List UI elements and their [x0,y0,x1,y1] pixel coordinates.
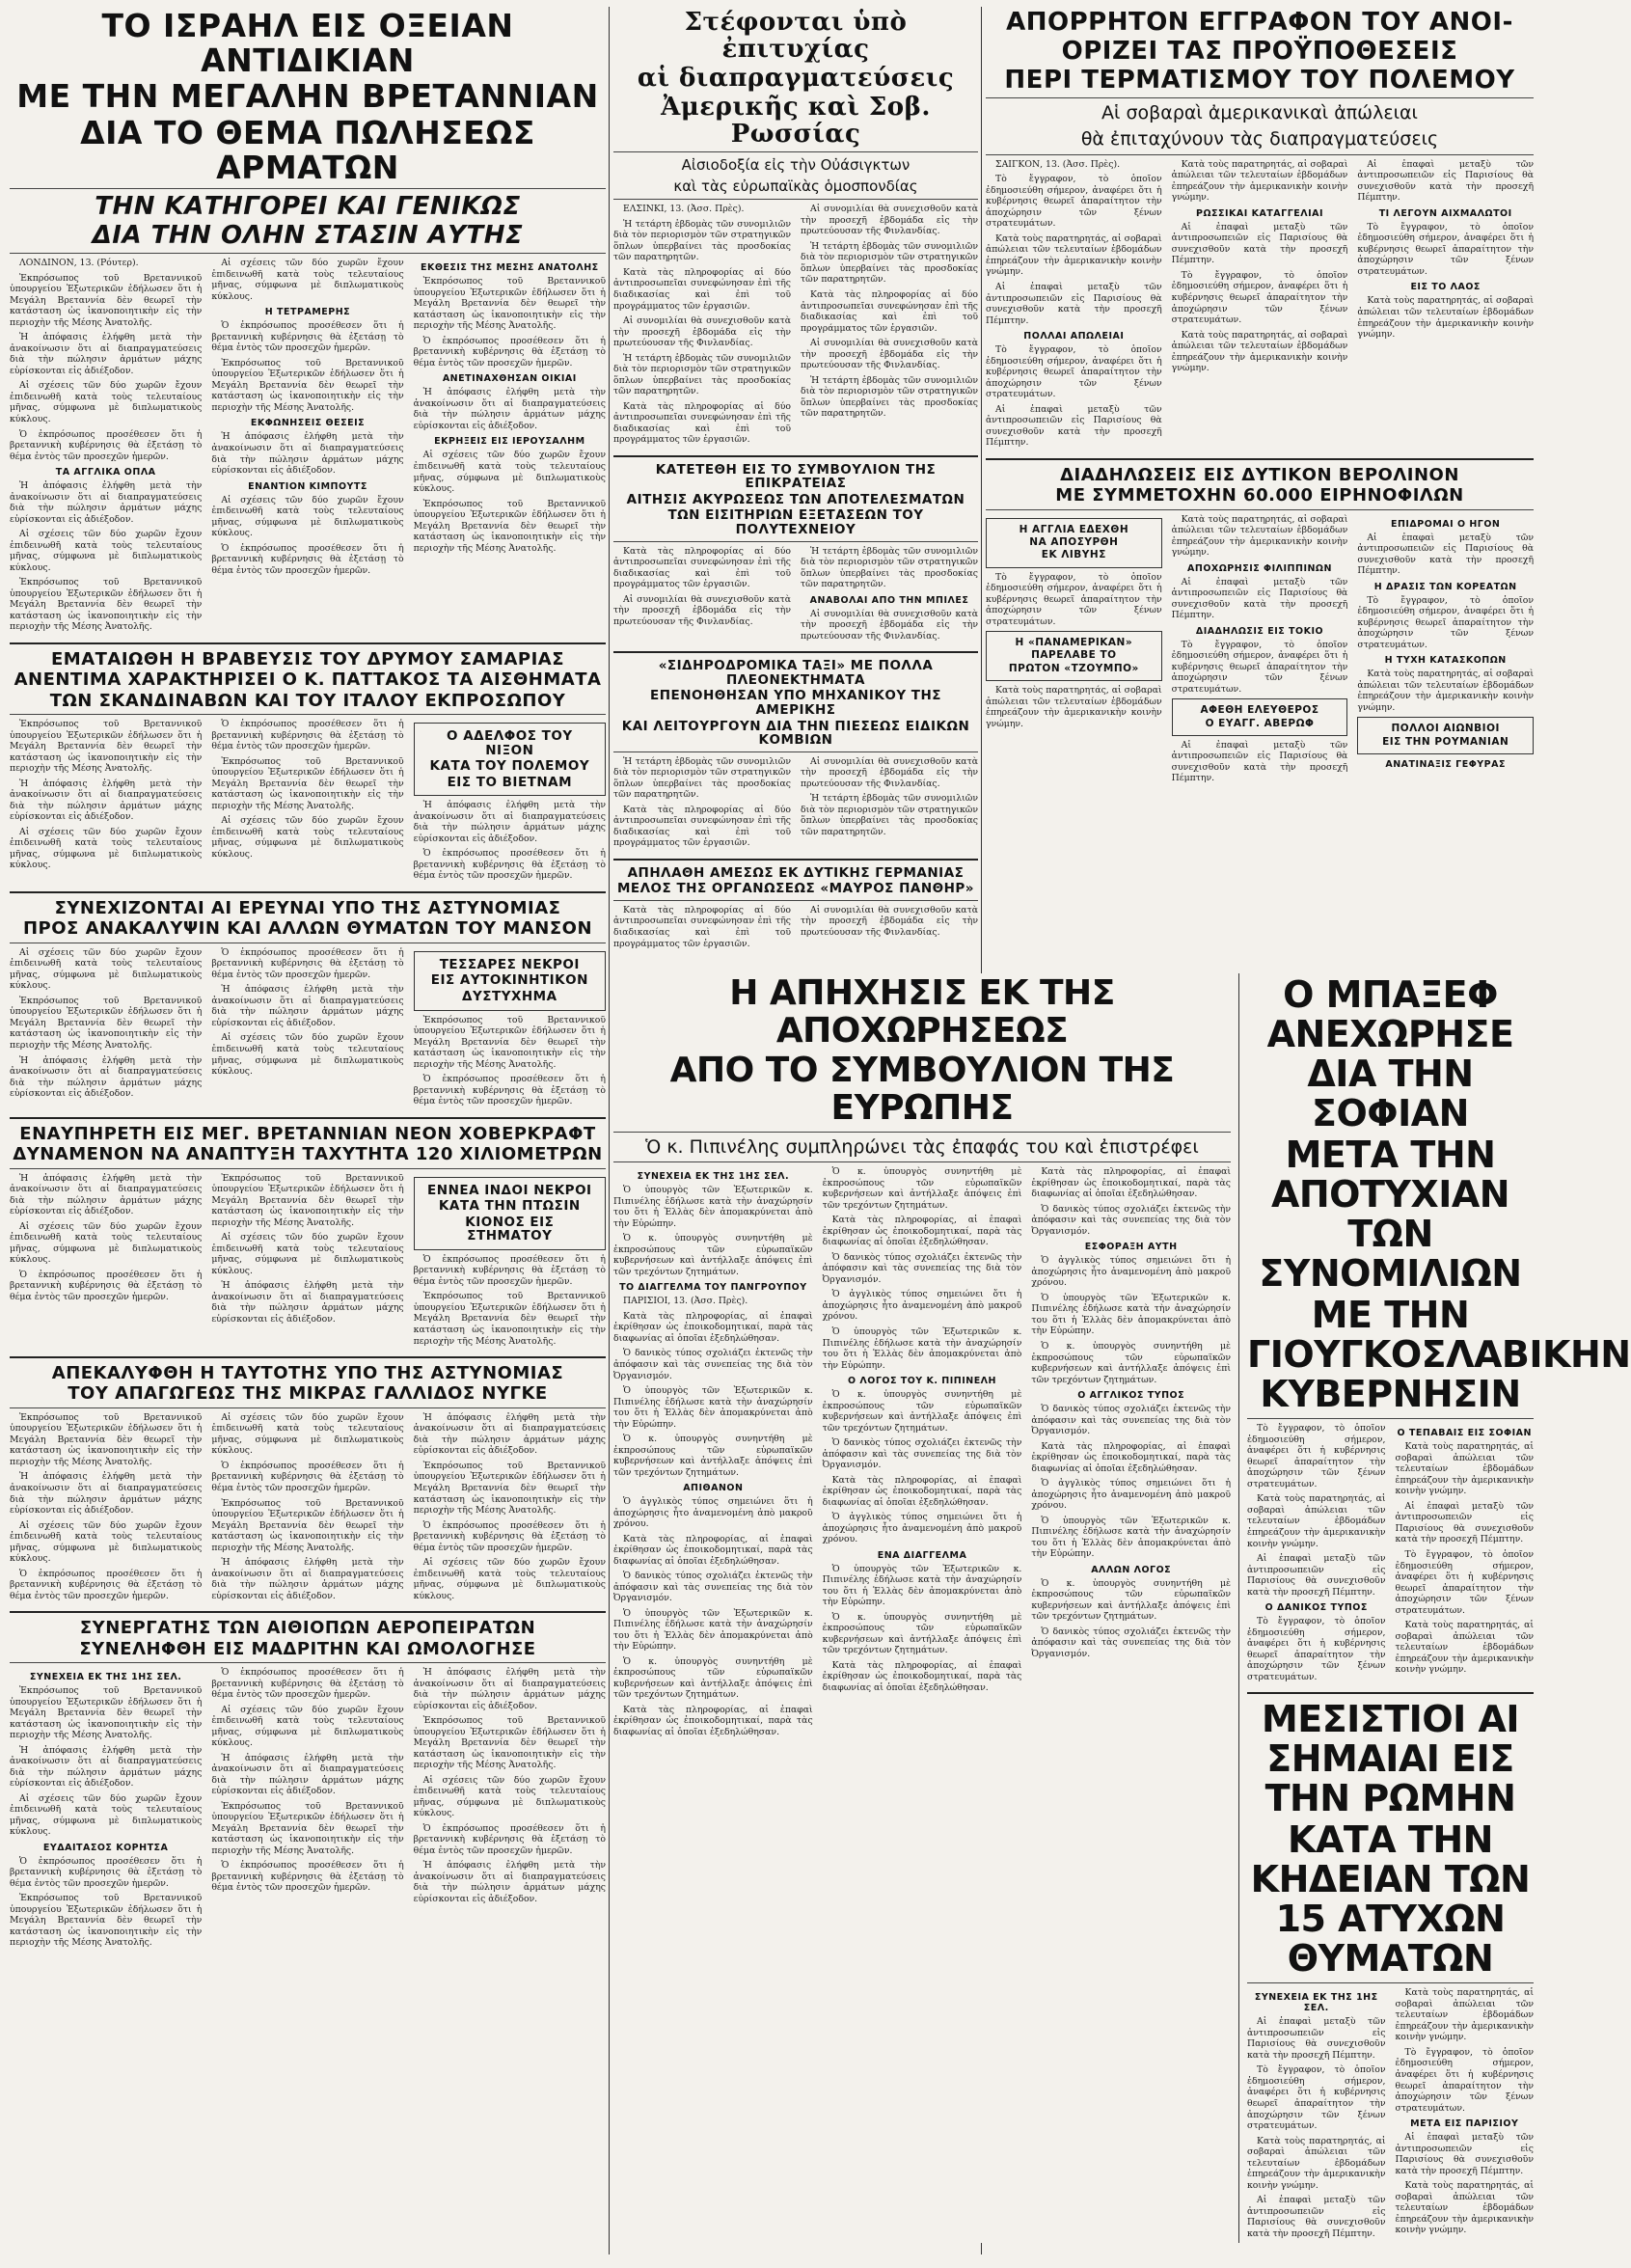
headline-line: ΜΕ ΤΗΝ ΜΕΓΑΛΗΝ ΒΡΕΤΑΝΝΙΑΝ [16,77,599,116]
paragraph: Κατὰ τὰς πληροφορίας αἱ δύο ἀντιπροσωπεῖαι συνεφώνησαν ἐπὶ τῆς διαδικασίας καὶ ἐπὶ τοῦ προγράμματος τῶν ἐργασιῶν. [613,400,791,446]
paragraph: Ἐκπρόσωπος τοῦ Βρεταννικοῦ ὑπουργείου Ἐξωτερικῶν ἐδήλωσεν ὅτι ἡ Μεγάλη Βρεταννία δὲν θεωρεῖ τὴν κατάσταση ὡς ἱκανοποιητικὴν εἰς τὴν περιοχὴν τῆς Μέσης Ἀνατολῆς. [211,357,404,413]
paragraph: Ὁ ὑπουργὸς τῶν Ἐξωτερικῶν κ. Πιπινέλης ἐδήλωσε κατὰ τὴν ἀναχώρησίν του ὅτι ἡ Ἑλλὰς δὲν ἀπομακρύνεται ἀπὸ τὴν Εὐρώπην. [613,1185,813,1229]
boxed-headline [1357,717,1534,754]
paragraph: Ὁ ἐκπρόσωπος προσέθεσεν ὅτι ἡ βρεταννικὴ κυβέρνησις θὰ ἐξετάσῃ τὸ θέμα ἐντὸς τῶν προσεχῶν ἡμερῶν. [211,1460,404,1493]
paragraph: Ὁ ἐκπρόσωπος προσέθεσεν ὅτι ἡ βρεταννικὴ κυβέρνησις θὰ ἐξετάσῃ τὸ θέμα ἐντὸς τῶν προσεχῶν ἡμερῶν. [211,1860,404,1894]
paragraph: Ἐκπρόσωπος τοῦ Βρεταννικοῦ ὑπουργείου Ἐξωτερικῶν ἐδήλωσεν ὅτι ἡ Μεγάλη Βρεταννία δὲν θεωρεῖ τὴν κατάσταση ὡς ἱκανοποιητικὴν εἰς τὴν περιοχὴν τῆς Μέσης Ἀνατολῆς. [413,1715,606,1771]
subheadline: Ὁ κ. Πιπινέλης συμπληρώνει τὰς ἐπαφάς του καὶ ἐπιστρέφει [645,1135,1199,1158]
headline-manson: ΠΡΟΣ ΑΝΑΚΑΛΥΨΙΝ ΚΑΙ ΑΛΛΩΝ ΘΥΜΑΤΩΝ ΤΟΥ ΜΑΝΣΟΝ [22,918,593,940]
paragraph: Ὁ ὑπουργὸς τῶν Ἐξωτερικῶν κ. Πιπινέλης ἐδήλωσε κατὰ τὴν ἀναχώρησίν του ὅτι ἡ Ἑλλὰς δὲν ἀπομακρύνεται ἀπὸ τὴν Εὐρώπην. [822,1326,1022,1371]
headline-line: ΕΝΝΕΑ ΙΝΔΟΙ ΝΕΚΡΟΙ [427,1182,592,1198]
paragraph: Ἐκπρόσωπος τοῦ Βρεταννικοῦ ὑπουργείου Ἐξωτερικῶν ἐδήλωσεν ὅτι ἡ Μεγάλη Βρεταννία δὲν θεωρεῖ τὴν κατάσταση ὡς ἱκανοποιητικὴν εἰς τὴν περιοχὴν τῆς Μέσης Ἀνατολῆς. [413,1014,606,1070]
paragraph: Αἱ συνομιλίαι θὰ συνεχισθοῦν κατὰ τὴν προσεχῆ ἑβδομάδα εἰς τὴν πρωτεύουσαν τῆς Φινλανδίας. [801,338,978,371]
paragraph: Ἡ ἀπόφασις ἐλήφθη μετὰ τὴν ἀνακοίνωσιν ὅτι αἱ διαπραγματεύσεις διὰ τὴν πώλησιν ἀρμάτων μάχης εὑρίσκονται εἰς ἀδιέξοδον. [211,1280,404,1325]
paragraph: Ἡ ἀπόφασις ἐλήφθη μετὰ τὴν ἀνακοίνωσιν ὅτι αἱ διαπραγματεύσεις διὰ τὴν πώλησιν ἀρμάτων μάχης εὑρίσκονται εἰς ἀδιέξοδον. [10,480,203,525]
headline-nyge: ΤΟΥ ΑΠΑΓΩΓΕΩΣ ΤΗΣ ΜΙΚΡΑΣ ΓΑΛΛΙΔΟΣ ΝΥΓΚΕ [68,1383,548,1405]
article-usa-ussr [613,204,978,449]
paragraph: Ὁ ὑπουργὸς τῶν Ἐξωτερικῶν κ. Πιπινέλης ἐδήλωσε κατὰ τὴν ἀναχώρησίν του ὅτι ἡ Ἑλλὰς δὲν ἀπομακρύνεται ἀπὸ τὴν Εὐρώπην. [1031,1515,1232,1560]
paragraph: Ὁ ἐκπρόσωπος προσέθεσεν ὅτι ἡ βρεταννικὴ κυβέρνησις θὰ ἐξετάσῃ τὸ θέμα ἐντὸς τῶν προσεχῶν ἡμερῶν. [10,1269,203,1302]
paragraph: Κατὰ τὰς πληροφορίας αἱ δύο ἀντιπροσωπεῖαι συνεφώνησαν ἐπὶ τῆς διαδικασίας καὶ ἐπὶ τοῦ προγράμματος τῶν ἐργασιῶν. [613,266,791,312]
headline-polytechnic: ΚΑΤΕΤΕΘΗ ΕΙΣ ΤΟ ΣΥΜΒΟΥΛΙΟΝ ΤΗΣ ΕΠΙΚΡΑΤΕΙΑΣ [655,461,937,492]
article-council-of-europe [613,1166,1231,1741]
paragraph: Αἱ ἐπαφαὶ μεταξὺ τῶν ἀντιπροσωπειῶν εἰς Παρισίους θὰ συνεχισθοῦν κατὰ τὴν προσεχῆ Πέμπτην. [1395,1500,1534,1545]
continuation-kicker: ΣΥΝΕΧΕΙΑ ΕΚ ΤΗΣ 1ΗΣ ΣΕΛ. [29,1672,182,1683]
paragraph: Αἱ σχέσεις τῶν δύο χωρῶν ἔχουν ἐπιδεινωθῆ κατὰ τοὺς τελευταίους μῆνας, σύμφωνα μὲ διπλωματικοὺς κύκλους. [10,826,203,871]
paragraph: Ἡ ἀπόφασις ἐλήφθη μετὰ τὴν ἀνακοίνωσιν ὅτι αἱ διαπραγματεύσεις διὰ τὴν πώλησιν ἀρμάτων μάχης εὑρίσκονται εἰς ἀδιέξοδον. [211,984,404,1028]
paragraph: Τὸ ἔγγραφον, τὸ ὁποῖον ἐδημοσιεύθη σήμερον, ἀναφέρει ὅτι ἡ κυβέρνησις θεωρεῖ ἀπαραίτητον τὴν ἀποχώρησιν τῶν ξένων στρατευμάτων. [986,344,1162,400]
paragraph: Ἐκπρόσωπος τοῦ Βρεταννικοῦ ὑπουργείου Ἐξωτερικῶν ἐδήλωσεν ὅτι ἡ Μεγάλη Βρεταννία δὲν θεωρεῖ τὴν κατάσταση ὡς ἱκανοποιητικὴν εἰς τὴν περιοχὴν τῆς Μέσης Ἀνατολῆς. [211,1800,404,1856]
paragraph: Ὁ κ. ὑπουργὸς συνηντήθη μὲ ἐκπροσώπους τῶν εὐρωπαϊκῶν κυβερνήσεων καὶ ἀντήλλαξε ἀπόψεις ἐπὶ τῶν τρεχόντων ζητημάτων. [822,1166,1022,1211]
continuation-kicker: ΣΥΝΕΧΕΙΑ ΕΚ ΤΗΣ 1ΗΣ ΣΕΛ. [637,1171,790,1183]
paragraph: Ἐκπρόσωπος τοῦ Βρεταννικοῦ ὑπουργείου Ἐξωτερικῶν ἐδήλωσεν ὅτι ἡ Μεγάλη Βρεταννία δὲν θεωρεῖ τὴν κατάσταση ὡς ἱκανοποιητικὴν εἰς τὴν περιοχὴν τῆς Μέσης Ἀνατολῆς. [413,1460,606,1517]
paragraph: Ὁ κ. ὑπουργὸς συνηντήθη μὲ ἐκπροσώπους τῶν εὐρωπαϊκῶν κυβερνήσεων καὶ ἀντήλλαξε ἀπόψεις ἐπὶ τῶν τρεχόντων ζητημάτων. [613,1233,813,1277]
continuation-kicker: ΣΥΝΕΧΕΙΑ ΕΚ ΤΗΣ 1ΗΣ ΣΕΛ. [1254,1992,1378,2014]
headline-israel [10,9,606,184]
paragraph: Ἡ ἀπόφασις ἐλήφθη μετὰ τὴν ἀνακοίνωσιν ὅτι αἱ διαπραγματεύσεις διὰ τὴν πώλησιν ἀρμάτων μάχης εὑρίσκονται εἰς ἀδιέξοδον. [211,1752,404,1797]
headline-baxef: ΜΕ ΤΗΝ ΓΙΟΥΓΚΟΣΛΑΒΙΚΗΝ ΚΥΒΕΡΝΗΣΙΝ [1247,1294,1631,1416]
paragraph: Τὸ ἔγγραφον, τὸ ὁποῖον ἐδημοσιεύθη σήμερον, ἀναφέρει ὅτι ἡ κυβέρνησις θεωρεῖ ἀπαραίτητον τὴν ἀποχώρησιν τῶν ξένων στρατευμάτων. [1171,269,1348,326]
paragraph: Αἱ ἐπαφαὶ μεταξὺ τῶν ἀντιπροσωπειῶν εἰς Παρισίους θὰ συνεχισθοῦν κατὰ τὴν προσεχῆ Πέμπτην. [1171,739,1348,784]
paragraph: Ἐκπρόσωπος τοῦ Βρεταννικοῦ ὑπουργείου Ἐξωτερικῶν ἐδήλωσεν ὅτι ἡ Μεγάλη Βρεταννία δὲν θεωρεῖ τὴν κατάσταση ὡς ἱκανοποιητικὴν εἰς τὴν περιοχὴν τῆς Μέσης Ἀνατολῆς. [211,1172,404,1228]
paragraph: Ὁ δανικὸς τύπος σχολιάζει ἐκτενῶς τὴν ἀπόφασιν καὶ τὰς συνεπείας της διὰ τὸν Ὀργανισμόν. [822,1437,1022,1471]
headline-council-of-europe: Η ΑΠΗΧΗΣΙΣ ΕΚ ΤΗΣ ΑΠΟΧΩΡΗΣΕΩΣ [729,973,1115,1051]
headline-line: ΔΥΣΤΥΧΗΜΑ [462,989,557,1005]
paragraph: Τὸ ἔγγραφον, τὸ ὁποῖον ἐδημοσιεύθη σήμερον, ἀναφέρει ὅτι ἡ κυβέρνησις θεωρεῖ ἀπαραίτητον τὴν ἀποχώρησιν τῶν ξένων στρατευμάτων. [1247,2064,1386,2132]
paragraph: Αἱ ἐπαφαὶ μεταξὺ τῶν ἀντιπροσωπειῶν εἰς Παρισίους θὰ συνεχισθοῦν κατὰ τὴν προσεχῆ Πέμπτην. [1171,576,1348,621]
paragraph: Ὁ ἐκπρόσωπος προσέθεσεν ὅτι ἡ βρεταννικὴ κυβέρνησις θὰ ἐξετάσῃ τὸ θέμα ἐντὸς τῶν προσεχῶν ἡμερῶν. [413,1253,606,1287]
paragraph: Ὁ ὑπουργὸς τῶν Ἐξωτερικῶν κ. Πιπινέλης ἐδήλωσε κατὰ τὴν ἀναχώρησίν του ὅτι ἡ Ἑλλὰς δὲν ἀπομακρύνεται ἀπὸ τὴν Εὐρώπην. [613,1385,813,1430]
boxed-headline [986,631,1162,681]
article-rome-flags [1247,1987,1534,2243]
paragraph: Ὁ κ. ὑπουργὸς συνηντήθη μὲ ἐκπροσώπους τῶν εὐρωπαϊκῶν κυβερνήσεων καὶ ἀντήλλαξε ἀπόψεις ἐπὶ τῶν τρεχόντων ζητημάτων. [1031,1577,1232,1623]
paragraph: Ὁ ὑπουργὸς τῶν Ἐξωτερικῶν κ. Πιπινέλης ἐδήλωσε κατὰ τὴν ἀναχώρησίν του ὅτι ἡ Ἑλλὰς δὲν ἀπομακρύνεται ἀπὸ τὴν Εὐρώπην. [822,1563,1022,1608]
section-kicker: ΕΙΣ ΤΟ ΛΑΟΣ [1410,282,1481,293]
column-right [986,7,1534,962]
paragraph: Κατὰ τὰς πληροφορίας αἱ δύο ἀντιπροσωπεῖαι συνεφώνησαν ἐπὶ τῆς διαδικασίας καὶ ἐπὶ τοῦ προγράμματος τῶν ἐργασιῶν. [613,804,791,849]
paragraph: Ἐκπρόσωπος τοῦ Βρεταννικοῦ ὑπουργείου Ἐξωτερικῶν ἐδήλωσεν ὅτι ἡ Μεγάλη Βρεταννία δὲν θεωρεῖ τὴν κατάσταση ὡς ἱκανοποιητικὴν εἰς τὴν περιοχὴν τῆς Μέσης Ἀνατολῆς. [10,1411,203,1467]
paragraph: Αἱ ἐπαφαὶ μεταξὺ τῶν ἀντιπροσωπειῶν εἰς Παρισίους θὰ συνεχισθοῦν κατὰ τὴν προσεχῆ Πέμπτην. [1395,2132,1534,2176]
paragraph: Κατὰ τὰς πληροφορίας, αἱ ἐπαφαὶ ἐκρίθησαν ὡς ἐποικοδομητικαί, παρὰ τὰς διαφωνίας αἱ ὁποῖαι ἐξεδηλώθησαν. [822,1474,1022,1508]
subheadline: θὰ ἐπιταχύνουν τὰς διαπραγματεύσεις [1080,128,1439,150]
headline-rail-taxi: ΕΠΕΝΟΗΘΗΣΑΝ ΥΠΟ ΜΗΧΑΝΙΚΟΥ ΤΗΣ ΑΜΕΡΙΚΗΣ [649,688,942,718]
paragraph: Αἱ σχέσεις τῶν δύο χωρῶν ἔχουν ἐπιδεινωθῆ κατὰ τοὺς τελευταίους μῆνας, σύμφωνα μὲ διπλωματικοὺς κύκλους. [10,529,203,573]
headline-secret-document: ΟΡΙΖΕΙ ΤΑΣ ΠΡΟΫΠΟΘΕΣΕΙΣ [1061,37,1458,67]
section-kicker: Ο ΤΕΠΑΒΑΙΣ ΕΙΣ ΣΟΦΙΑΝ [1397,1428,1532,1439]
boxed-headline [414,723,606,796]
paragraph: Κατὰ τοὺς παρατηρητάς, αἱ σοβαραὶ ἀπώλειαι τῶν τελευταίων ἑβδομάδων ἐπηρεάζουν τὴν ἀμερικανικὴν κοινὴν γνώμην. [1357,295,1535,341]
paragraph: Τὸ ἔγγραφον, τὸ ὁποῖον ἐδημοσιεύθη σήμερον, ἀναφέρει ὅτι ἡ κυβέρνησις θεωρεῖ ἀπαραίτητον τὴν ἀποχώρησιν τῶν ξένων στρατευμάτων. [986,571,1162,627]
paragraph: Αἱ σχέσεις τῶν δύο χωρῶν ἔχουν ἐπιδεινωθῆ κατὰ τοὺς τελευταίους μῆνας, σύμφωνα μὲ διπλωματικοὺς κύκλους. [211,815,404,860]
paragraph: Ἐκπρόσωπος τοῦ Βρεταννικοῦ ὑπουργείου Ἐξωτερικῶν ἐδήλωσεν ὅτι ἡ Μεγάλη Βρεταννία δὲν θεωρεῖ τὴν κατάσταση ὡς ἱκανοποιητικὴν εἰς τὴν περιοχὴν τῆς Μέσης Ἀνατολῆς. [10,1685,203,1741]
paragraph: Τὸ ἔγγραφον, τὸ ὁποῖον ἐδημοσιεύθη σήμερον, ἀναφέρει ὅτι ἡ κυβέρνησις θεωρεῖ ἀπαραίτητον τὴν ἀποχώρησιν τῶν ξένων στρατευμάτων. [1247,1616,1386,1682]
headline-line: ΚΙΟΝΟΣ ΕΙΣ ΣΤΗΜΑΤΟΥ [465,1214,555,1244]
headline-line: ΕΚ ΛΙΒΥΗΣ [1041,549,1106,561]
column-rule [609,7,610,2254]
headline-hovercraft: ΕΝΑΥΠΗΡΕΤΗ ΕΙΣ ΜΕΓ. ΒΡΕΤΑΝΝΙΑΝ ΝΕΟΝ ΧΟΒΕΡΚΡΑΦΤ [19,1123,596,1144]
headline-nyge: ΑΠΕΚΑΛΥΦΘΗ Η ΤΑΥΤΟΤΗΣ ΥΠΟ ΤΗΣ ΑΣΤΥΝΟΜΙΑΣ [51,1363,564,1384]
paragraph: Ὁ κ. ὑπουργὸς συνηντήθη μὲ ἐκπροσώπους τῶν εὐρωπαϊκῶν κυβερνήσεων καὶ ἀντήλλαξε ἀπόψεις ἐπὶ τῶν τρεχόντων ζητημάτων. [613,1434,813,1478]
paragraph: Αἱ ἐπαφαὶ μεταξὺ τῶν ἀντιπροσωπειῶν εἰς Παρισίους θὰ συνεχισθοῦν κατὰ τὴν προσεχῆ Πέμπτην. [1357,158,1535,204]
paragraph: Ἡ ἀπόφασις ἐλήφθη μετὰ τὴν ἀνακοίνωσιν ὅτι αἱ διαπραγματεύσεις διὰ τὴν πώλησιν ἀρμάτων μάχης εὑρίσκονται εἰς ἀδιέξοδον. [211,1557,404,1601]
subheadline: Αἰσιοδοξία εἰς τὴν Οὐάσιγκτων [681,156,911,175]
paragraph: Αἱ ἐπαφαὶ μεταξὺ τῶν ἀντιπροσωπειῶν εἰς Παρισίους θὰ συνεχισθοῦν κατὰ τὴν προσεχῆ Πέμπτην. [1357,532,1535,577]
paragraph: Κατὰ τοὺς παρατηρητάς, αἱ σοβαραὶ ἀπώλειαι τῶν τελευταίων ἑβδομάδων ἐπηρεάζουν τὴν ἀμερικανικὴν κοινὴν γνώμην. [1395,1987,1534,2043]
subheadline: Αἱ σοβαραὶ ἀμερικανικαὶ ἀπώλειαι [1101,102,1418,124]
headline-usa-ussr: Στέφονται ὑπὸ ἐπιτυχίας [684,8,908,65]
paragraph: Ἐκπρόσωπος τοῦ Βρεταννικοῦ ὑπουργείου Ἐξωτερικῶν ἐδήλωσεν ὅτι ἡ Μεγάλη Βρεταννία δὲν θεωρεῖ τὴν κατάσταση ὡς ἱκανοποιητικὴν εἰς τὴν περιοχὴν τῆς Μέσης Ἀνατολῆς. [413,1291,606,1347]
headline-line: ΝΑ ΑΠΟΣΥΡΘΗ [1029,535,1119,548]
paragraph: Ἡ ἀπόφασις ἐλήφθη μετὰ τὴν ἀνακοίνωσιν ὅτι αἱ διαπραγματεύσεις διὰ τὴν πώλησιν ἀρμάτων μάχης εὑρίσκονται εἰς ἀδιέξοδον. [211,431,404,477]
paragraph: Ὁ δανικὸς τύπος σχολιάζει ἐκτενῶς τὴν ἀπόφασιν καὶ τὰς συνεπείας της διὰ τὸν Ὀργανισμόν. [1031,1404,1232,1437]
paragraph: Κατὰ τοὺς παρατηρητάς, αἱ σοβαραὶ ἀπώλειαι τῶν τελευταίων ἑβδομάδων ἐπηρεάζουν τὴν ἀμερικανικὴν κοινὴν γνώμην. [986,232,1162,278]
article-baxef [1247,1423,1534,1686]
paragraph: Ἡ τετάρτη ἑβδομὰς τῶν συνομιλιῶν διὰ τὸν περιορισμὸν τῶν στρατηγικῶν ὅπλων ὑπερβαίνει τὰς προσδοκίας τῶν παρατηρητῶν. [801,545,978,590]
paragraph: Ὁ κ. ὑπουργὸς συνηντήθη μὲ ἐκπροσώπους τῶν εὐρωπαϊκῶν κυβερνήσεων καὶ ἀντήλλαξε ἀπόψεις ἐπὶ τῶν τρεχόντων ζητημάτων. [822,1611,1022,1656]
dateline: ΣΑΙΓΚΟΝ, 13. (Ἀσσ. Πρὲς). [995,158,1121,170]
headline-samaria: ΑΝΕΝΤΙΜΑ ΧΑΡΑΚΤΗΡΙΣΕΙ Ο Κ. ΠΑΤΤΑΚΟΣ ΤΑ ΑΙΣΘΗΜΑΤΑ [14,669,602,691]
paragraph: Ὁ κ. ὑπουργὸς συνηντήθη μὲ ἐκπροσώπους τῶν εὐρωπαϊκῶν κυβερνήσεων καὶ ἀντήλλαξε ἀπόψεις ἐπὶ τῶν τρεχόντων ζητημάτων. [613,1655,813,1701]
section-kicker: ΜΕΤΑ ΕΙΣ ΠΑΡΙΣΙΟΥ [1410,2118,1519,2130]
dateline: ΛΟΝΔΙΝΟΝ, 13. (Ρόυτερ). [19,258,139,269]
paragraph: Ὁ ἐκπρόσωπος προσέθεσεν ὅτι ἡ βρεταννικὴ κυβέρνησις θὰ ἐξετάσῃ τὸ θέμα ἐντὸς τῶν προσεχῶν ἡμερῶν. [211,1667,404,1701]
section-kicker: ΑΛΛΩΝ ΛΟΓΟΣ [1091,1564,1172,1575]
paragraph: Ὁ ἐκπρόσωπος προσέθεσεν ὅτι ἡ βρεταννικὴ κυβέρνησις θὰ ἐξετάσῃ τὸ θέμα ἐντὸς τῶν προσεχῶν ἡμερῶν. [211,719,404,752]
paragraph: Κατὰ τὰς πληροφορίας, αἱ ἐπαφαὶ ἐκρίθησαν ὡς ἐποικοδομητικαί, παρὰ τὰς διαφωνίας αἱ ὁποῖαι ἐξεδηλώθησαν. [613,1310,813,1344]
paragraph: Ἡ τετάρτη ἑβδομὰς τῶν συνομιλιῶν διὰ τὸν περιορισμὸν τῶν στρατηγικῶν ὅπλων ὑπερβαίνει τὰς προσδοκίας τῶν παρατηρητῶν. [613,352,791,397]
headline-berlin: ΜΕ ΣΥΜΜΕΤΟΧΗΝ 60.000 ΕΙΡΗΝΟΦΙΛΩΝ [1055,485,1464,506]
paragraph: Αἱ σχέσεις τῶν δύο χωρῶν ἔχουν ἐπιδεινωθῆ κατὰ τοὺς τελευταίους μῆνας, σύμφωνα μὲ διπλωματικοὺς κύκλους. [413,1774,606,1819]
paragraph: Ἡ ἀπόφασις ἐλήφθη μετὰ τὴν ἀνακοίνωσιν ὅτι αἱ διαπραγματεύσεις διὰ τὴν πώλησιν ἀρμάτων μάχης εὑρίσκονται εἰς ἀδιέξοδον. [413,800,606,844]
paragraph: Ἐκπρόσωπος τοῦ Βρεταννικοῦ ὑπουργείου Ἐξωτερικῶν ἐδήλωσεν ὅτι ἡ Μεγάλη Βρεταννία δὲν θεωρεῖ τὴν κατάσταση ὡς ἱκανοποιητικὴν εἰς τὴν περιοχὴν τῆς Μέσης Ἀνατολῆς. [10,272,203,328]
paragraph: Κατὰ τὰς πληροφορίας, αἱ ἐπαφαὶ ἐκρίθησαν ὡς ἐποικοδομητικαί, παρὰ τὰς διαφωνίας αἱ ὁποῖαι ἐξεδηλώθησαν. [822,1659,1022,1693]
section-kicker: Η ΤΥΧΗ ΚΑΤΑΣΚΟΠΩΝ [1384,655,1507,667]
section-kicker: ΑΝΑΒΟΛΑΙ ΑΠΟ ΤΗΝ ΜΠΙΛΕΣ [809,594,969,606]
section-kicker: Ο ΔΑΝΙΚΟΣ ΤΥΠΟΣ [1264,1602,1368,1614]
headline-line: ΕΙΣ ΤΗΝ ΡΟΥΜΑΝΙΑΝ [1382,735,1509,748]
article-samaria [10,719,606,886]
paragraph: Αἱ σχέσεις τῶν δύο χωρῶν ἔχουν ἐπιδεινωθῆ κατὰ τοὺς τελευταίους μῆνας, σύμφωνα μὲ διπλωματικοὺς κύκλους. [211,1411,404,1457]
paragraph: Ἡ τετάρτη ἑβδομὰς τῶν συνομιλιῶν διὰ τὸν περιορισμὸν τῶν στρατηγικῶν ὅπλων ὑπερβαίνει τὰς προσδοκίας τῶν παρατηρητῶν. [801,374,978,420]
paragraph: Ὁ ἐκπρόσωπος προσέθεσεν ὅτι ἡ βρεταννικὴ κυβέρνησις θὰ ἐξετάσῃ τὸ θέμα ἐντὸς τῶν προσεχῶν ἡμερῶν. [413,335,606,369]
paragraph: Ἡ ἀπόφασις ἐλήφθη μετὰ τὴν ἀνακοίνωσιν ὅτι αἱ διαπραγματεύσεις διὰ τὴν πώλησιν ἀρμάτων μάχης εὑρίσκονται εἰς ἀδιέξοδον. [10,778,203,823]
paragraph: Ἐκπρόσωπος τοῦ Βρεταννικοῦ ὑπουργείου Ἐξωτερικῶν ἐδήλωσεν ὅτι ἡ Μεγάλη Βρεταννία δὲν θεωρεῖ τὴν κατάσταση ὡς ἱκανοποιητικὴν εἰς τὴν περιοχὴν τῆς Μέσης Ἀνατολῆς. [413,498,606,554]
paragraph: Αἱ ἐπαφαὶ μεταξὺ τῶν ἀντιπροσωπειῶν εἰς Παρισίους θὰ συνεχισθοῦν κατὰ τὴν προσεχῆ Πέμπτην. [986,281,1162,326]
paragraph: Ἐκπρόσωπος τοῦ Βρεταννικοῦ ὑπουργείου Ἐξωτερικῶν ἐδήλωσεν ὅτι ἡ Μεγάλη Βρεταννία δὲν θεωρεῖ τὴν κατάσταση ὡς ἱκανοποιητικὴν εἰς τὴν περιοχὴν τῆς Μέσης Ἀνατολῆς. [211,1497,404,1553]
article-black-panther [613,905,978,953]
section-kicker: ΕΝΑΝΤΙΟΝ ΚΙΜΠΟΥΤΣ [248,480,367,492]
paragraph: Ἡ ἀπόφασις ἐλήφθη μετὰ τὴν ἀνακοίνωσιν ὅτι αἱ διαπραγματεύσεις διὰ τὴν πώλησιν ἀρμάτων μάχης εὑρίσκονται εἰς ἀδιέξοδον. [413,1860,606,1904]
headline-samaria: ΤΩΝ ΣΚΑΝΔΙΝΑΒΩΝ ΚΑΙ ΤΟΥ ΙΤΑΛΟΥ ΕΚΠΡΟΣΩΠΟΥ [49,690,566,711]
article-ethiopian [10,1667,606,1953]
headline-black-panther: ΑΠΗΛΑΘΗ ΑΜΕΣΩΣ ΕΚ ΔΥΤΙΚΗΣ ΓΕΡΜΑΝΙΑΣ [627,864,965,881]
headline-hovercraft: ΔΥΝΑΜΕΝΟΝ ΝΑ ΑΝΑΠΤΥΞΗ ΤΑΧΥΤΗΤΑ 120 ΧΙΛΙΟΜΕΤΡΩΝ [13,1144,603,1165]
paragraph: Ἐκπρόσωπος τοῦ Βρεταννικοῦ ὑπουργείου Ἐξωτερικῶν ἐδήλωσεν ὅτι ἡ Μεγάλη Βρεταννία δὲν θεωρεῖ τὴν κατάσταση ὡς ἱκανοποιητικὴν εἰς τὴν περιοχὴν τῆς Μέσης Ἀνατολῆς. [10,577,203,633]
paragraph: Αἱ σχέσεις τῶν δύο χωρῶν ἔχουν ἐπιδεινωθῆ κατὰ τοὺς τελευταίους μῆνας, σύμφωνα μὲ διπλωματικοὺς κύκλους. [413,1557,606,1601]
paragraph: Ὁ ἀγγλικὸς τύπος σημειώνει ὅτι ἡ ἀποχώρησις ἦτο ἀναμενομένη ἀπὸ μακροῦ χρόνου. [822,1512,1022,1545]
paragraph: Ἡ ἀπόφασις ἐλήφθη μετὰ τὴν ἀνακοίνωσιν ὅτι αἱ διαπραγματεύσεις διὰ τὴν πώλησιν ἀρμάτων μάχης εὑρίσκονται εἰς ἀδιέξοδον. [10,1054,203,1100]
headline-usa-ussr: αἱ διαπραγματεύσεις [637,64,955,94]
paragraph: Ἡ τετάρτη ἑβδομὰς τῶν συνομιλιῶν διὰ τὸν περιορισμὸν τῶν στρατηγικῶν ὅπλων ὑπερβαίνει τὰς προσδοκίας τῶν παρατηρητῶν. [613,218,791,263]
paragraph: Ὁ δανικὸς τύπος σχολιάζει ἐκτενῶς τὴν ἀπόφασιν καὶ τὰς συνεπείας της διὰ τὸν Ὀργανισμόν. [613,1348,813,1381]
paragraph: Ὁ δανικὸς τύπος σχολιάζει ἐκτενῶς τὴν ἀπόφασιν καὶ τὰς συνεπείας της διὰ τὸν Ὀργανισμόν. [1031,1203,1232,1237]
paragraph: Ἐκπρόσωπος τοῦ Βρεταννικοῦ ὑπουργείου Ἐξωτερικῶν ἐδήλωσεν ὅτι ἡ Μεγάλη Βρεταννία δὲν θεωρεῖ τὴν κατάσταση ὡς ἱκανοποιητικὴν εἰς τὴν περιοχὴν τῆς Μέσης Ἀνατολῆς. [211,755,404,811]
paragraph: Αἱ σχέσεις τῶν δύο χωρῶν ἔχουν ἐπιδεινωθῆ κατὰ τοὺς τελευταίους μῆνας, σύμφωνα μὲ διπλωματικοὺς κύκλους. [211,258,404,302]
paragraph: Ὁ ἐκπρόσωπος προσέθεσεν ὅτι ἡ βρεταννικὴ κυβέρνησις θὰ ἐξετάσῃ τὸ θέμα ἐντὸς τῶν προσεχῶν ἡμερῶν. [211,946,404,980]
paragraph: Κατὰ τὰς πληροφορίας, αἱ ἐπαφαὶ ἐκρίθησαν ὡς ἐποικοδομητικαί, παρὰ τὰς διαφωνίας αἱ ὁποῖαι ἐξεδηλώθησαν. [1031,1440,1232,1474]
section-kicker: ΡΩΣΣΙΚΑΙ ΚΑΤΑΓΓΕΛΙΑΙ [1195,207,1324,219]
paragraph: Κατὰ τοὺς παρατηρητάς, αἱ σοβαραὶ ἀπώλειαι τῶν τελευταίων ἑβδομάδων ἐπηρεάζουν τὴν ἀμερικανικὴν κοινὴν γνώμην. [1395,2180,1534,2236]
paragraph: Κατὰ τοὺς παρατηρητάς, αἱ σοβαραὶ ἀπώλειαι τῶν τελευταίων ἑβδομάδων ἐπηρεάζουν τὴν ἀμερικανικὴν κοινὴν γνώμην. [1247,1493,1386,1549]
headline-berlin: ΔΙΑΔΗΛΩΣΕΙΣ ΕΙΣ ΔΥΤΙΚΟΝ ΒΕΡΟΛΙΝΟΝ [1060,464,1459,485]
boxed-headline [1172,698,1348,736]
paragraph: Ὁ ἐκπρόσωπος προσέθεσεν ὅτι ἡ βρεταννικὴ κυβέρνησις θὰ ἐξετάσῃ τὸ θέμα ἐντὸς τῶν προσεχῶν ἡμερῶν. [413,1519,606,1553]
paragraph: Αἱ σχέσεις τῶν δύο χωρῶν ἔχουν ἐπιδεινωθῆ κατὰ τοὺς τελευταίους μῆνας, σύμφωνα μὲ διπλωματικοὺς κύκλους. [10,946,203,992]
paragraph: Αἱ σχέσεις τῶν δύο χωρῶν ἔχουν ἐπιδεινωθῆ κατὰ τοὺς τελευταίους μῆνας, σύμφωνα μὲ διπλωματικοὺς κύκλους. [10,1519,203,1565]
section-kicker: ΕΝΑ ΔΙΑΓΓΕΛΜΑ [877,1549,967,1561]
headline-black-panther: ΜΕΛΟΣ ΤΗΣ ΟΡΓΑΝΩΣΕΩΣ «ΜΑΥΡΟΣ ΠΑΝΘΗΡ» [616,881,975,897]
paragraph: Τὸ ἔγγραφον, τὸ ὁποῖον ἐδημοσιεύθη σήμερον, ἀναφέρει ὅτι ἡ κυβέρνησις θεωρεῖ ἀπαραίτητον τὴν ἀποχώρησιν τῶν ξένων στρατευμάτων. [1357,221,1535,277]
paragraph: Αἱ ἐπαφαὶ μεταξὺ τῶν ἀντιπροσωπειῶν εἰς Παρισίους θὰ συνεχισθοῦν κατὰ τὴν προσεχῆ Πέμπτην. [1247,2195,1386,2239]
paragraph: Ἡ ἀπόφασις ἐλήφθη μετὰ τὴν ἀνακοίνωσιν ὅτι αἱ διαπραγματεύσεις διὰ τὴν πώλησιν ἀρμάτων μάχης εὑρίσκονται εἰς ἀδιέξοδον. [10,1172,203,1217]
headline-rail-taxi: ΚΑΙ ΛΕΙΤΟΥΡΓΟΥΝ ΔΙΑ ΤΗΝ ΠΙΕΣΕΩΣ ΕΙΔΙΚΩΝ ΚΟΜΒΙΩΝ [621,718,970,749]
paragraph: Ὁ κ. ὑπουργὸς συνηντήθη μὲ ἐκπροσώπους τῶν εὐρωπαϊκῶν κυβερνήσεων καὶ ἀντήλλαξε ἀπόψεις ἐπὶ τῶν τρεχόντων ζητημάτων. [822,1389,1022,1434]
section-kicker: ΕΚΡΗΞΕΙΣ ΕΙΣ ΙΕΡΟΥΣΑΛΗΜ [434,436,585,448]
paragraph: Κατὰ τὰς πληροφορίας αἱ δύο ἀντιπροσωπεῖαι συνεφώνησαν ἐπὶ τῆς διαδικασίας καὶ ἐπὶ τοῦ προγράμματος τῶν ἐργασιῶν. [613,545,791,590]
headline-line: Ο ΕΥΑΓΓ. ΑΒΕΡΩΦ [1205,717,1315,729]
paragraph: Αἱ ἐπαφαὶ μεταξὺ τῶν ἀντιπροσωπειῶν εἰς Παρισίους θὰ συνεχισθοῦν κατὰ τὴν προσεχῆ Πέμπτην. [1171,221,1348,266]
paragraph: Αἱ σχέσεις τῶν δύο χωρῶν ἔχουν ἐπιδεινωθῆ κατὰ τοὺς τελευταίους μῆνας, σύμφωνα μὲ διπλωματικοὺς κύκλους. [211,494,404,539]
headline-ethiopian: ΣΥΝΕΡΓΑΤΗΣ ΤΩΝ ΑΙΘΙΟΠΩΝ ΑΕΡΟΠΕΙΡΑΤΩΝ [79,1618,536,1639]
paragraph: Ἡ ἀπόφασις ἐλήφθη μετὰ τὴν ἀνακοίνωσιν ὅτι αἱ διαπραγματεύσεις διὰ τὴν πώλησιν ἀρμάτων μάχης εὑρίσκονται εἰς ἀδιέξοδον. [413,1411,606,1457]
paragraph: Τὸ ἔγγραφον, τὸ ὁποῖον ἐδημοσιεύθη σήμερον, ἀναφέρει ὅτι ἡ κυβέρνησις θεωρεῖ ἀπαραίτητον τὴν ἀποχώρησιν τῶν ξένων στρατευμάτων. [1247,1423,1386,1489]
article-rail-taxi [613,756,978,853]
section-kicker: ΤΙ ΛΕΓΟΥΝ ΑΙΧΜΑΛΩΤΟΙ [1378,207,1512,219]
section-kicker: Η ΤΕΤΡΑΜΕΡΗΣ [264,307,351,318]
paragraph: Αἱ συνομιλίαι θὰ συνεχισθοῦν κατὰ τὴν προσεχῆ ἑβδομάδα εἰς τὴν πρωτεύουσαν τῆς Φινλανδίας. [801,204,978,237]
subheadline: καὶ τὰς εὐρωπαϊκὰς ὁμοσπονδίας [673,178,918,196]
section-kicker: ΕΥΔΑΙΤΑΣΟΣ ΚΟΡΗΤΣΑ [42,1842,169,1853]
section-kicker: ΑΝΕΤΙΝΑΧΘΗΣΑΝ ΟΙΚΙΑΙ [442,373,577,385]
paragraph: Αἱ συνομιλίαι θὰ συνεχισθοῦν κατὰ τὴν προσεχῆ ἑβδομάδα εἰς τὴν πρωτεύουσαν τῆς Φινλανδίας. [613,593,791,627]
column-center [613,7,978,953]
headline-secret-document: ΑΠΟΡΡΗΤΟΝ ΕΓΓΡΑΦΟΝ ΤΟΥ ΑΝΟΙ- [1006,8,1513,37]
bottom-section [613,973,1631,2243]
paragraph: Κατὰ τοὺς παρατηρητάς, αἱ σοβαραὶ ἀπώλειαι τῶν τελευταίων ἑβδομάδων ἐπηρεάζουν τὴν ἀμερικανικὴν κοινὴν γνώμην. [1395,1620,1534,1676]
paragraph: Ἡ ἀπόφασις ἐλήφθη μετὰ τὴν ἀνακοίνωσιν ὅτι αἱ διαπραγματεύσεις διὰ τὴν πώλησιν ἀρμάτων μάχης εὑρίσκονται εἰς ἀδιέξοδον. [10,1471,203,1517]
headline-ethiopian: ΣΥΝΕΛΗΦΘΗ ΕΙΣ ΜΑΔΡΙΤΗΝ ΚΑΙ ΩΜΟΛΟΓΗΣΕ [79,1638,536,1659]
paragraph: Κατὰ τὰς πληροφορίας, αἱ ἐπαφαὶ ἐκρίθησαν ὡς ἐποικοδομητικαί, παρὰ τὰς διαφωνίας αἱ ὁποῖαι ἐξεδηλώθησαν. [822,1215,1022,1248]
headline-line: ΠΑΡΕΛΑΒΕ ΤΟ [1031,649,1117,662]
paragraph: Αἱ σχέσεις τῶν δύο χωρῶν ἔχουν ἐπιδεινωθῆ κατὰ τοὺς τελευταίους μῆνας, σύμφωνα μὲ διπλωματικοὺς κύκλους. [10,1220,203,1266]
paragraph: Αἱ συνομιλίαι θὰ συνεχισθοῦν κατὰ τὴν προσεχῆ ἑβδομάδα εἰς τὴν πρωτεύουσαν τῆς Φινλανδίας. [801,904,978,938]
paragraph: Ὁ δανικὸς τύπος σχολιάζει ἐκτενῶς τὴν ἀπόφασιν καὶ τὰς συνεπείας της διὰ τὸν Ὀργανισμόν. [822,1251,1022,1285]
paragraph: Ἐκπρόσωπος τοῦ Βρεταννικοῦ ὑπουργείου Ἐξωτερικῶν ἐδήλωσεν ὅτι ἡ Μεγάλη Βρεταννία δὲν θεωρεῖ τὴν κατάσταση ὡς ἱκανοποιητικὴν εἰς τὴν περιοχὴν τῆς Μέσης Ἀνατολῆς. [413,276,606,332]
article-berlin [986,514,1534,788]
section-kicker: ΑΠΟΧΩΡΗΣΙΣ ΦΙΛΙΠΠΙΝΩΝ [1187,562,1332,574]
paragraph: Τὸ ἔγγραφον, τὸ ὁποῖον ἐδημοσιεύθη σήμερον, ἀναφέρει ὅτι ἡ κυβέρνησις θεωρεῖ ἀπαραίτητον τὴν ἀποχώρησιν τῶν ξένων στρατευμάτων. [1357,594,1535,650]
paragraph: Ὁ ἐκπρόσωπος προσέθεσεν ὅτι ἡ βρεταννικὴ κυβέρνησις θὰ ἐξετάσῃ τὸ θέμα ἐντὸς τῶν προσεχῶν ἡμερῶν. [413,1074,606,1107]
headline-manson: ΣΥΝΕΧΙΖΟΝΤΑΙ ΑΙ ΕΡΕΥΝΑΙ ΥΠΟ ΤΗΣ ΑΣΤΥΝΟΜΙΑΣ [54,897,561,918]
paragraph: Αἱ σχέσεις τῶν δύο χωρῶν ἔχουν ἐπιδεινωθῆ κατὰ τοὺς τελευταίους μῆνας, σύμφωνα μὲ διπλωματικοὺς κύκλους. [211,1232,404,1276]
paragraph: Αἱ ἐπαφαὶ μεταξὺ τῶν ἀντιπροσωπειῶν εἰς Παρισίους θὰ συνεχισθοῦν κατὰ τὴν προσεχῆ Πέμπτην. [1247,1553,1386,1598]
paragraph: Αἱ συνομιλίαι θὰ συνεχισθοῦν κατὰ τὴν προσεχῆ ἑβδομάδα εἰς τὴν πρωτεύουσαν τῆς Φινλανδίας. [801,755,978,789]
paragraph: Ὁ ἐκπρόσωπος προσέθεσεν ὅτι ἡ βρεταννικὴ κυβέρνησις θὰ ἐξετάσῃ τὸ θέμα ἐντὸς τῶν προσεχῶν ἡμερῶν. [10,1568,203,1601]
section-kicker: ΑΝΑΤΙΝΑΞΙΣ ΓΕΦΥΡΑΣ [1385,758,1506,770]
headline-line: ΑΦΕΘΗ ΕΛΕΥΘΕΡΟΣ [1200,704,1319,717]
paragraph: Κατὰ τοὺς παρατηρητάς, αἱ σοβαραὶ ἀπώλειαι τῶν τελευταίων ἑβδομάδων ἐπηρεάζουν τὴν ἀμερικανικὴν κοινὴν γνώμην. [1357,669,1535,713]
section-kicker: ΕΚΘΕΣΙΣ ΤΗΣ ΜΕΣΗΣ ΑΝΑΤΟΛΗΣ [420,262,599,274]
newspaper-page [10,7,1631,2254]
paragraph: Ἡ ἀπόφασις ἐλήφθη μετὰ τὴν ἀνακοίνωσιν ὅτι αἱ διαπραγματεύσεις διὰ τὴν πώλησιν ἀρμάτων μάχης εὑρίσκονται εἰς ἀδιέξοδον. [413,1667,606,1711]
headline-line: ΕΙΣ ΤΟ ΒΙΕΤΝΑΜ [447,774,573,790]
paragraph: Τὸ ἔγγραφον, τὸ ὁποῖον ἐδημοσιεύθη σήμερον, ἀναφέρει ὅτι ἡ κυβέρνησις θεωρεῖ ἀπαραίτητον τὴν ἀποχώρησιν τῶν ξένων στρατευμάτων. [1171,639,1348,695]
paragraph: Ἐκπρόσωπος τοῦ Βρεταννικοῦ ὑπουργείου Ἐξωτερικῶν ἐδήλωσεν ὅτι ἡ Μεγάλη Βρεταννία δὲν θεωρεῖ τὴν κατάσταση ὡς ἱκανοποιητικὴν εἰς τὴν περιοχὴν τῆς Μέσης Ἀνατολῆς. [10,719,203,775]
paragraph: Ὁ ἀγγλικὸς τύπος σημειώνει ὅτι ἡ ἀποχώρησις ἦτο ἀναμενομένη ἀπὸ μακροῦ χρόνου. [822,1289,1022,1323]
paragraph: Ὁ ἐκπρόσωπος προσέθεσεν ὅτι ἡ βρεταννικὴ κυβέρνησις θὰ ἐξετάσῃ τὸ θέμα ἐντὸς τῶν προσεχῶν ἡμερῶν. [211,542,404,576]
paragraph: Κατὰ τὰς πληροφορίας, αἱ ἐπαφαὶ ἐκρίθησαν ὡς ἐποικοδομητικαί, παρὰ τὰς διαφωνίας αἱ ὁποῖαι ἐξεδηλώθησαν. [613,1704,813,1737]
boxed-headline [414,1177,606,1250]
paragraph: Αἱ σχέσεις τῶν δύο χωρῶν ἔχουν ἐπιδεινωθῆ κατὰ τοὺς τελευταίους μῆνας, σύμφωνα μὲ διπλωματικοὺς κύκλους. [10,380,203,424]
paragraph: Κατὰ τοὺς παρατηρητάς, αἱ σοβαραὶ ἀπώλειαι τῶν τελευταίων ἑβδομάδων ἐπηρεάζουν τὴν ἀμερικανικὴν κοινὴν γνώμην. [986,685,1162,729]
paragraph: Ὁ ἀγγλικὸς τύπος σημειώνει ὅτι ἡ ἀποχώρησις ἦτο ἀναμενομένη ἀπὸ μακροῦ χρόνου. [1031,1255,1232,1289]
dateline: ΕΛΣΙΝΚΙ, 13. (Ἀσσ. Πρὲς). [623,204,745,215]
headline-line: ΤΕΣΣΑΡΕΣ ΝΕΚΡΟΙ [439,956,580,972]
paragraph: Ἡ τετάρτη ἑβδομὰς τῶν συνομιλιῶν διὰ τὸν περιορισμὸν τῶν στρατηγικῶν ὅπλων ὑπερβαίνει τὰς προσδοκίας τῶν παρατηρητῶν. [801,240,978,286]
section-kicker: Η ΔΡΑΣΙΣ ΤΩΝ ΚΟΡΕΑΤΩΝ [1373,581,1517,592]
headline-samaria: ΕΜΑΤΑΙΩΘΗ Η ΒΡΑΒΕΥΣΙΣ ΤΟΥ ΔΡΥΜΟΥ ΣΑΜΑΡΙΑΣ [51,648,564,669]
subheadline: ΔΙΑ ΤΗΝ ΟΛΗΝ ΣΤΑΣΙΝ ΑΥΤΗΣ [92,221,524,251]
subheadline: ΤΗΝ ΚΑΤΗΓΟΡΕΙ ΚΑΙ ΓΕΝΙΚΩΣ [95,192,521,222]
headline-rome-flags: ΚΑΤΑ ΤΗΝ ΚΗΔΕΙΑΝ ΤΩΝ 15 ΑΤΥΧΩΝ ΘΥΜΑΤΩΝ [1250,1818,1531,1981]
paragraph: Ὁ ὑπουργὸς τῶν Ἐξωτερικῶν κ. Πιπινέλης ἐδήλωσε κατὰ τὴν ἀναχώρησίν του ὅτι ἡ Ἑλλὰς δὲν ἀπομακρύνεται ἀπὸ τὴν Εὐρώπην. [613,1607,813,1653]
boxed-headline [986,518,1162,568]
paragraph: Ἐκπρόσωπος τοῦ Βρεταννικοῦ ὑπουργείου Ἐξωτερικῶν ἐδήλωσεν ὅτι ἡ Μεγάλη Βρεταννία δὲν θεωρεῖ τὴν κατάσταση ὡς ἱκανοποιητικὴν εἰς τὴν περιοχὴν τῆς Μέσης Ἀνατολῆς. [10,995,203,1051]
headline-line: ΠΟΛΛΟΙ ΑΙΩΝΒΙΟΙ [1391,723,1500,735]
paragraph: Ἡ ἀπόφασις ἐλήφθη μετὰ τὴν ἀνακοίνωσιν ὅτι αἱ διαπραγματεύσεις διὰ τὴν πώλησιν ἀρμάτων μάχης εὑρίσκονται εἰς ἀδιέξοδον. [10,332,203,376]
headline-polytechnic: ΑΙΤΗΣΙΣ ΑΚΥΡΩΣΕΩΣ ΤΩΝ ΑΠΟΤΕΛΕΣΜΑΤΩΝ [626,491,965,507]
paragraph: Ἐκπρόσωπος τοῦ Βρεταννικοῦ ὑπουργείου Ἐξωτερικῶν ἐδήλωσεν ὅτι ἡ Μεγάλη Βρεταννία δὲν θεωρεῖ τὴν κατάσταση ὡς ἱκανοποιητικὴν εἰς τὴν περιοχὴν τῆς Μέσης Ἀνατολῆς. [10,1893,203,1949]
paragraph: Αἱ ἐπαφαὶ μεταξὺ τῶν ἀντιπροσωπειῶν εἰς Παρισίους θὰ συνεχισθοῦν κατὰ τὴν προσεχῆ Πέμπτην. [986,403,1162,449]
paragraph: Αἱ σχέσεις τῶν δύο χωρῶν ἔχουν ἐπιδεινωθῆ κατὰ τοὺς τελευταίους μῆνας, σύμφωνα μὲ διπλωματικοὺς κύκλους. [211,1032,404,1078]
section-kicker: ΔΙΑΔΗΛΩΣΙΣ ΕΙΣ ΤΟΚΙΟ [1195,625,1324,637]
paragraph: Αἱ σχέσεις τῶν δύο χωρῶν ἔχουν ἐπιδεινωθῆ κατὰ τοὺς τελευταίους μῆνας, σύμφωνα μὲ διπλωματικοὺς κύκλους. [10,1792,203,1838]
headline-line: ΠΡΩΤΟΝ «ΤΖΟΥΜΠΟ» [1008,662,1139,674]
paragraph: Αἱ συνομιλίαι θὰ συνεχισθοῦν κατὰ τὴν προσεχῆ ἑβδομάδα εἰς τὴν πρωτεύουσαν τῆς Φινλανδίας. [801,608,978,642]
paragraph: Ὁ κ. ὑπουργὸς συνηντήθη μὲ ἐκπροσώπους τῶν εὐρωπαϊκῶν κυβερνήσεων καὶ ἀντήλλαξε ἀπόψεις ἐπὶ τῶν τρεχόντων ζητημάτων. [1031,1341,1232,1385]
headline-line: ΚΑΤΑ ΤΗΝ ΠΤΩΣΙΝ [438,1198,581,1215]
headline-line: Η «ΠΑΝΑΜΕΡΙΚΑΝ» [1015,637,1133,649]
article-secret-document [986,159,1534,452]
paragraph: Κατὰ τὰς πληροφορίας, αἱ ἐπαφαὶ ἐκρίθησαν ὡς ἐποικοδομητικαί, παρὰ τὰς διαφωνίας αἱ ὁποῖαι ἐξεδηλώθησαν. [613,1533,813,1567]
headline-line: Ο ΑΔΕΛΦΟΣ ΤΟΥ ΝΙΞΟΝ [447,728,573,758]
article-nyge [10,1412,606,1605]
headline-line: ΤΟ ΙΣΡΑΗΛ ΕΙΣ ΟΞΕΙΑΝ ΑΝΤΙΔΙΚΙΑΝ [101,7,514,79]
article-hovercraft [10,1173,606,1351]
headline-baxef: Ο ΜΠΑΞΕΦ ΑΝΕΧΩΡΗΣΕ ΔΙΑ ΤΗΝ ΣΟΦΙΑΝ [1266,973,1514,1135]
section-kicker: ΕΚΦΩΝΗΣΕΙΣ ΘΕΣΕΙΣ [250,418,366,429]
paragraph: Ἡ τετάρτη ἑβδομὰς τῶν συνομιλιῶν διὰ τὸν περιορισμὸν τῶν στρατηγικῶν ὅπλων ὑπερβαίνει τὰς προσδοκίας τῶν παρατηρητῶν. [613,755,791,801]
section-kicker: ΤΑ ΑΓΓΛΙΚΑ ΟΠΛΑ [55,467,156,478]
paragraph: Τὸ ἔγγραφον, τὸ ὁποῖον ἐδημοσιεύθη σήμερον, ἀναφέρει ὅτι ἡ κυβέρνησις θεωρεῖ ἀπαραίτητον τὴν ἀποχώρησιν τῶν ξένων στρατευμάτων. [1395,1548,1534,1616]
headline-secret-document: ΠΕΡΙ ΤΕΡΜΑΤΙΣΜΟΥ ΤΟΥ ΠΟΛΕΜΟΥ [1004,66,1515,96]
paragraph: Ὁ ἐκπρόσωπος προσέθεσεν ὅτι ἡ βρεταννικὴ κυβέρνησις θὰ ἐξετάσῃ τὸ θέμα ἐντὸς τῶν προσεχῶν ἡμερῶν. [413,1822,606,1856]
paragraph: Αἱ συνομιλίαι θὰ συνεχισθοῦν κατὰ τὴν προσεχῆ ἑβδομάδα εἰς τὴν πρωτεύουσαν τῆς Φινλανδίας. [613,315,791,349]
paragraph: Ὁ ἐκπρόσωπος προσέθεσεν ὅτι ἡ βρεταννικὴ κυβέρνησις θὰ ἐξετάσῃ τὸ θέμα ἐντὸς τῶν προσεχῶν ἡμερῶν. [413,848,606,882]
paragraph: Κατὰ τοὺς παρατηρητάς, αἱ σοβαραὶ ἀπώλειαι τῶν τελευταίων ἑβδομάδων ἐπηρεάζουν τὴν ἀμερικανικὴν κοινὴν γνώμην. [1395,1441,1534,1497]
paragraph: Αἱ σχέσεις τῶν δύο χωρῶν ἔχουν ἐπιδεινωθῆ κατὰ τοὺς τελευταίους μῆνας, σύμφωνα μὲ διπλωματικοὺς κύκλους. [211,1704,404,1749]
article-manson [10,947,606,1111]
paragraph: Τὸ ἔγγραφον, τὸ ὁποῖον ἐδημοσιεύθη σήμερον, ἀναφέρει ὅτι ἡ κυβέρνησις θεωρεῖ ἀπαραίτητον τὴν ἀποχώρησιν τῶν ξένων στρατευμάτων. [1395,2046,1534,2114]
paragraph: Ἡ τετάρτη ἑβδομὰς τῶν συνομιλιῶν διὰ τὸν περιορισμὸν τῶν στρατηγικῶν ὅπλων ὑπερβαίνει τὰς προσδοκίας τῶν παρατηρητῶν. [801,793,978,837]
paragraph: Ὁ ἐκπρόσωπος προσέθεσεν ὅτι ἡ βρεταννικὴ κυβέρνησις θὰ ἐξετάσῃ τὸ θέμα ἐντὸς τῶν προσεχῶν ἡμερῶν. [211,320,404,354]
paragraph: Κατὰ τοὺς παρατηρητάς, αἱ σοβαραὶ ἀπώλειαι τῶν τελευταίων ἑβδομάδων ἐπηρεάζουν τὴν ἀμερικανικὴν κοινὴν γνώμην. [1171,329,1348,374]
paragraph: Κατὰ τὰς πληροφορίας, αἱ ἐπαφαὶ ἐκρίθησαν ὡς ἐποικοδομητικαί, παρὰ τὰς διαφωνίας αἱ ὁποῖαι ἐξεδηλώθησαν. [1031,1166,1232,1200]
paragraph: Ἡ ἀπόφασις ἐλήφθη μετὰ τὴν ἀνακοίνωσιν ὅτι αἱ διαπραγματεύσεις διὰ τὴν πώλησιν ἀρμάτων μάχης εὑρίσκονται εἰς ἀδιέξοδον. [413,387,606,431]
paragraph: Τὸ ἔγγραφον, τὸ ὁποῖον ἐδημοσιεύθη σήμερον, ἀναφέρει ὅτι ἡ κυβέρνησις θεωρεῖ ἀπαραίτητον τὴν ἀποχώρησιν τῶν ξένων στρατευμάτων. [986,174,1162,230]
headline-rome-flags: ΜΕΣΙΣΤΙΟΙ ΑΙ ΣΗΜΑΙΑΙ ΕΙΣ ΤΗΝ ΡΩΜΗΝ [1261,1698,1520,1820]
paragraph: Αἱ σχέσεις τῶν δύο χωρῶν ἔχουν ἐπιδεινωθῆ κατὰ τοὺς τελευταίους μῆνας, σύμφωνα μὲ διπλωματικοὺς κύκλους. [413,450,606,495]
dateline: ΠΑΡΙΣΙΟΙ, 13. (Ἀσσ. Πρὲς). [623,1296,748,1307]
boxed-headline [414,951,606,1011]
article-polytechnic [613,546,978,646]
paragraph: Ὁ ἐκπρόσωπος προσέθεσεν ὅτι ἡ βρεταννικὴ κυβέρνησις θὰ ἐξετάσῃ τὸ θέμα ἐντὸς τῶν προσεχῶν ἡμερῶν. [10,428,203,462]
paragraph: Ὁ ἀγγλικὸς τύπος σημειώνει ὅτι ἡ ἀποχώρησις ἦτο ἀναμενομένη ἀπὸ μακροῦ χρόνου. [1031,1478,1232,1512]
paragraph: Ὁ ἐκπρόσωπος προσέθεσεν ὅτι ἡ βρεταννικὴ κυβέρνησις θὰ ἐξετάσῃ τὸ θέμα ἐντὸς τῶν προσεχῶν ἡμερῶν. [10,1855,203,1889]
article-israel [10,258,606,636]
paragraph: Κατὰ τοὺς παρατηρητάς, αἱ σοβαραὶ ἀπώλειαι τῶν τελευταίων ἑβδομάδων ἐπηρεάζουν τὴν ἀμερικανικὴν κοινὴν γνώμην. [1171,513,1348,559]
paragraph: Κατὰ τοὺς παρατηρητάς, αἱ σοβαραὶ ἀπώλειαι τῶν τελευταίων ἑβδομάδων ἐπηρεάζουν τὴν ἀμερικανικὴν κοινὴν γνώμην. [1171,158,1348,204]
section-kicker: ΕΠΙΔΡΟΜΑΙ Ο ΗΓΟΝ [1390,518,1501,530]
paragraph: Ὁ ἀγγλικὸς τύπος σημειώνει ὅτι ἡ ἀποχώρησις ἦτο ἀναμενομένη ἀπὸ μακροῦ χρόνου. [613,1496,813,1530]
headline-line: ΔΙΑ ΤΟ ΘΕΜΑ ΠΩΛΗΣΕΩΣ ΑΡΜΑΤΩΝ [80,113,535,186]
section-kicker: Ο ΛΟΓΟΣ ΤΟΥ Κ. ΠΙΠΙΝΕΛΗ [848,1376,996,1387]
paragraph: Αἱ ἐπαφαὶ μεταξὺ τῶν ἀντιπροσωπειῶν εἰς Παρισίους θὰ συνεχισθοῦν κατὰ τὴν προσεχῆ Πέμπτην. [1247,2016,1386,2061]
headline-rail-taxi: «ΣΙΔΗΡΟΔΡΟΜΙΚΑ ΤΑΞΙ» ΜΕ ΠΟΛΛΑ ΠΛΕΟΝΕΚΤΗΜΑΤΑ [658,658,934,688]
paragraph: Ἡ ἀπόφασις ἐλήφθη μετὰ τὴν ἀνακοίνωσιν ὅτι αἱ διαπραγματεύσεις διὰ τὴν πώλησιν ἀρμάτων μάχης εὑρίσκονται εἰς ἀδιέξοδον. [10,1744,203,1790]
paragraph: Ὁ δανικὸς τύπος σχολιάζει ἐκτενῶς τὴν ἀπόφασιν καὶ τὰς συνεπείας της διὰ τὸν Ὀργανισμόν. [613,1571,813,1604]
headline-baxef: ΜΕΤΑ ΤΗΝ ΑΠΟΤΥΧΙΑΝ ΤΩΝ ΣΥΝΟΜΙΛΙΩΝ [1259,1134,1522,1296]
headline-council-of-europe: ΑΠΟ ΤΟ ΣΥΜΒΟΥΛΙΟΝ ΤΗΣ ΕΥΡΩΠΗΣ [669,1050,1175,1128]
paragraph: Κατὰ τὰς πληροφορίας αἱ δύο ἀντιπροσωπεῖαι συνεφώνησαν ἐπὶ τῆς διαδικασίας καὶ ἐπὶ τοῦ προγράμματος τῶν ἐργασιῶν. [613,904,791,949]
headline-line: ΕΙΣ ΑΥΤΟΚΙΝΗΤΙΚΟΝ [430,972,588,989]
headline-line: ΚΑΤΑ ΤΟΥ ΠΟΛΕΜΟΥ [429,758,590,775]
headline-usa-ussr: Ἀμερικῆς καὶ Σοβ. Ρωσσίας [661,93,931,150]
column-left [10,7,606,1953]
paragraph: Ὁ δανικὸς τύπος σχολιάζει ἐκτενῶς τὴν ἀπόφασιν καὶ τὰς συνεπείας της διὰ τὸν Ὀργανισμόν. [1031,1626,1232,1659]
paragraph: Κατὰ τὰς πληροφορίας αἱ δύο ἀντιπροσωπεῖαι συνεφώνησαν ἐπὶ τῆς διαδικασίας καὶ ἐπὶ τοῦ προγράμματος τῶν ἐργασιῶν. [801,289,978,334]
headline-polytechnic: ΤΩΝ ΕΙΣΙΤΗΡΙΩΝ ΕΞΕΤΑΣΕΩΝ ΤΟΥ ΠΟΛΥΤΕΧΝΕΙΟΥ [667,507,924,538]
section-kicker: ΠΟΛΛΑΙ ΑΠΩΛΕΙΑΙ [1023,331,1125,342]
headline-line: Η ΑΓΓΛΙΑ ΕΔΕΧΘΗ [1019,523,1129,535]
section-kicker: Ο ΑΓΓΛΙΚΟΣ ΤΥΠΟΣ [1077,1390,1185,1402]
paragraph: Κατὰ τοὺς παρατηρητάς, αἱ σοβαραὶ ἀπώλειαι τῶν τελευταίων ἑβδομάδων ἐπηρεάζουν τὴν ἀμερικανικὴν κοινὴν γνώμην. [1247,2135,1386,2191]
paragraph: Ὁ ὑπουργὸς τῶν Ἐξωτερικῶν κ. Πιπινέλης ἐδήλωσε κατὰ τὴν ἀναχώρησίν του ὅτι ἡ Ἑλλὰς δὲν ἀπομακρύνεται ἀπὸ τὴν Εὐρώπην. [1031,1292,1232,1337]
section-kicker: ΑΠΙΘΑΝΟΝ [683,1483,744,1494]
section-kicker: ΕΣΦΟΡΑΞΗ ΑΥΤΗ [1084,1242,1178,1253]
section-kicker: ΤΟ ΔΙΑΓΓΕΛΜΑ ΤΟΥ ΠΑΝΓΡΟΥΠΟΥ [619,1282,807,1294]
